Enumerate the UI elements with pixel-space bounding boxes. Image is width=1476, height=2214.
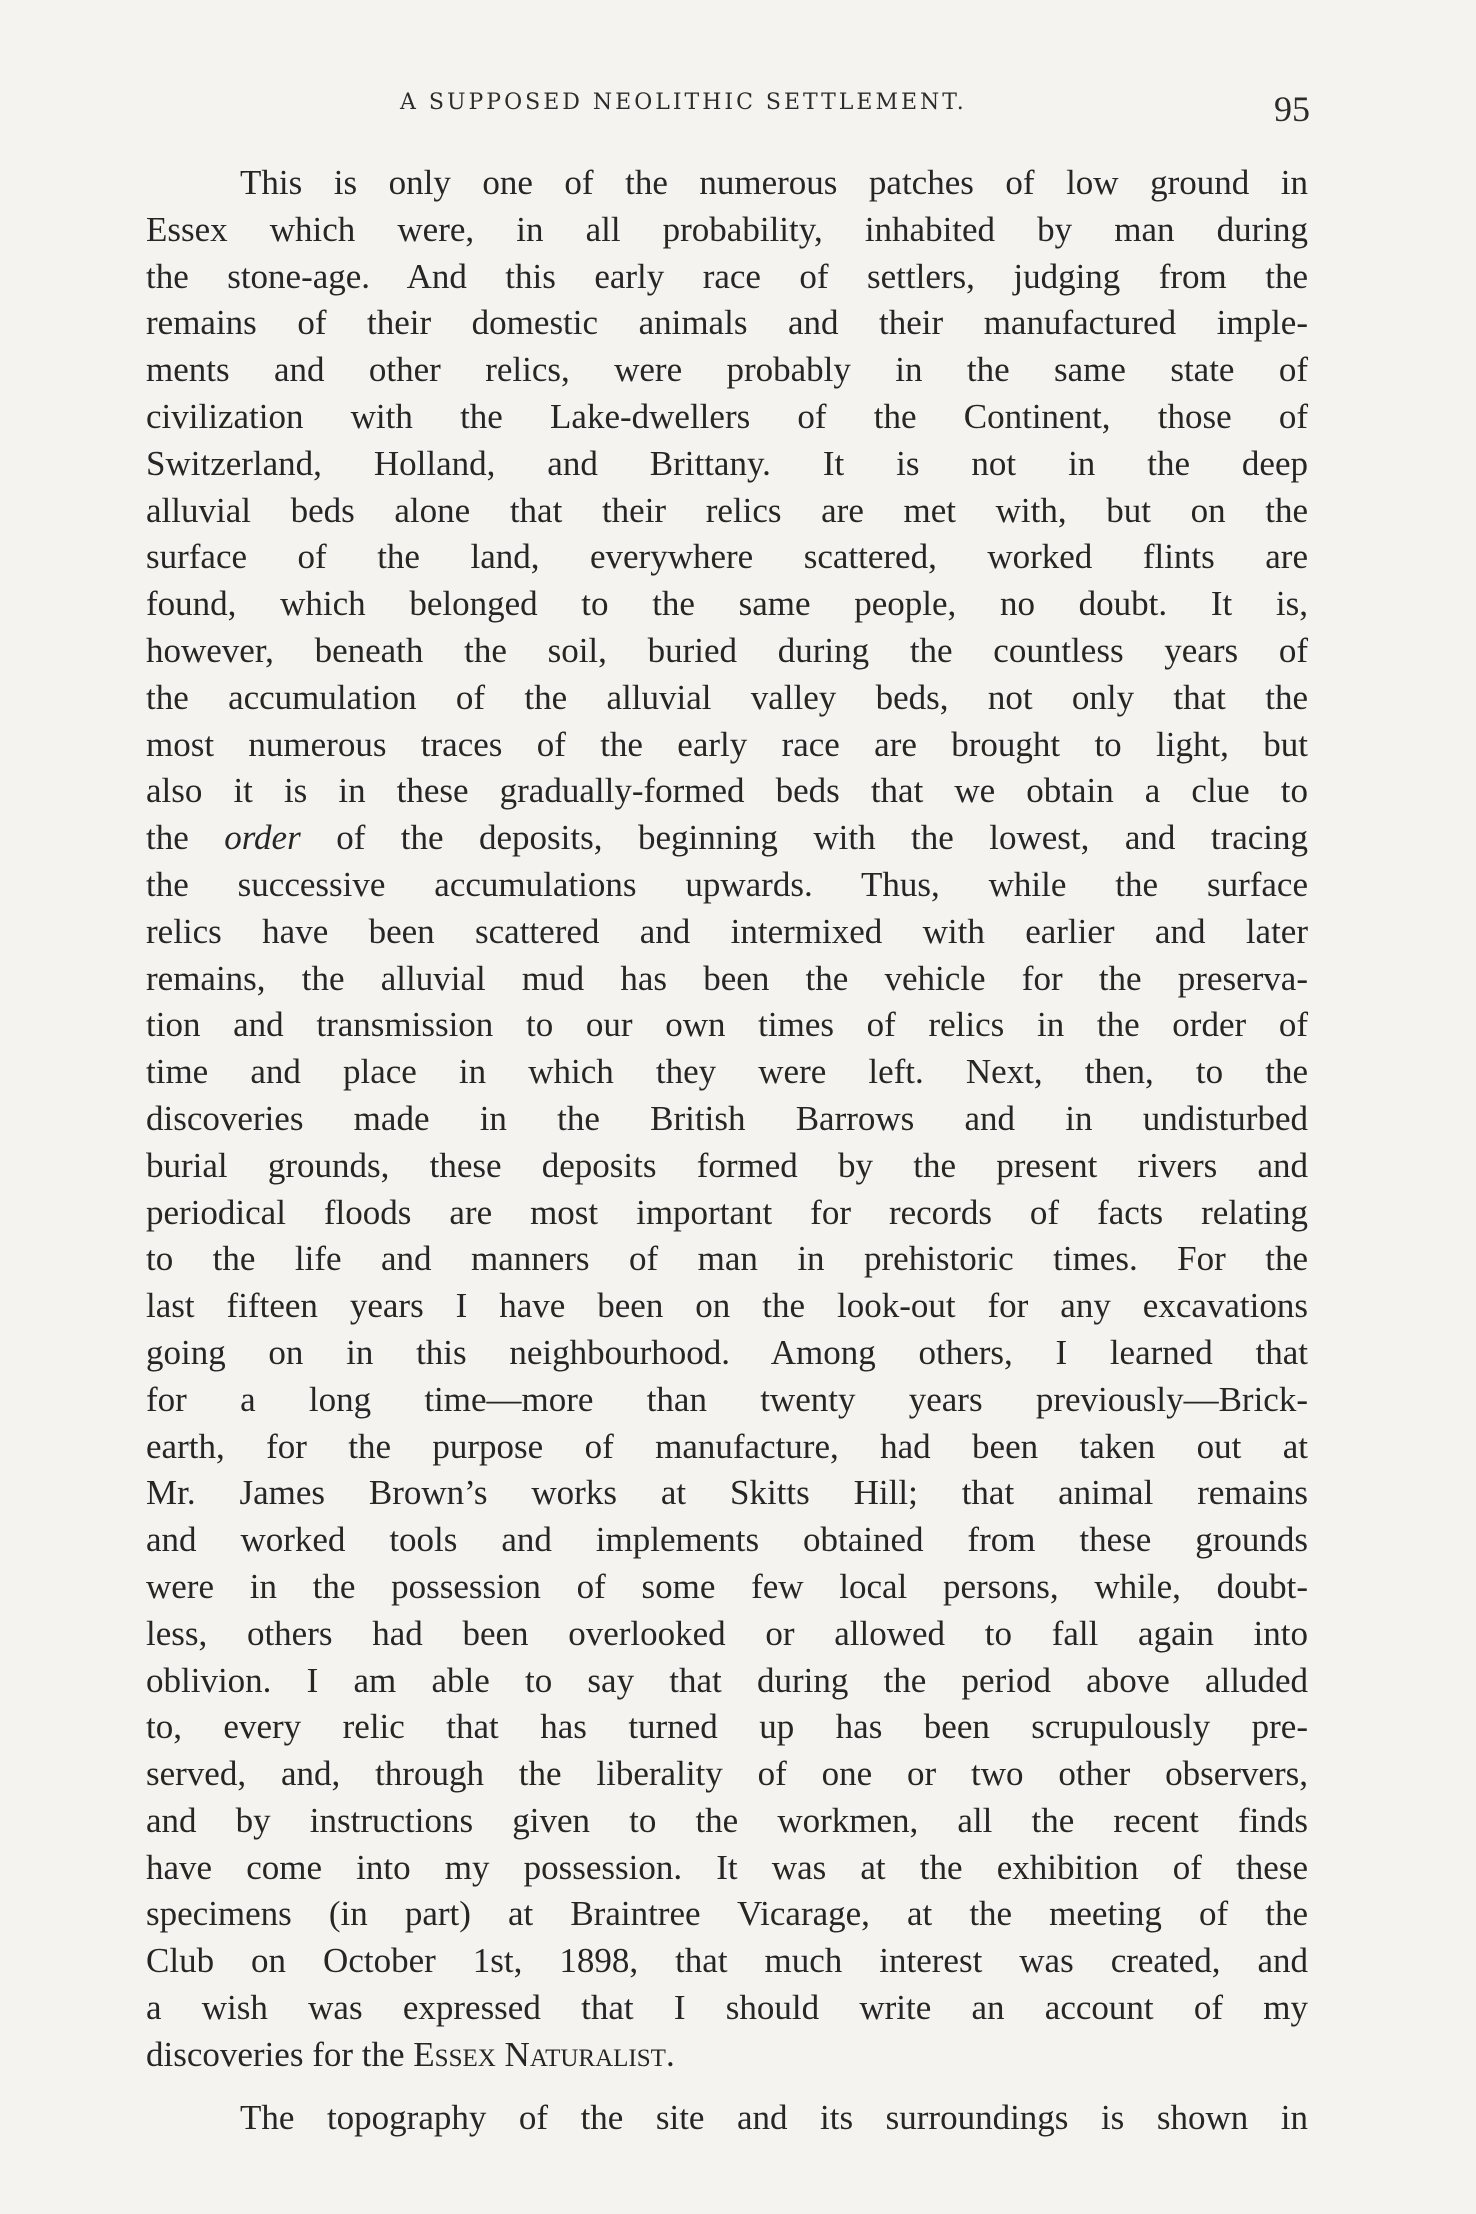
text-line: the stone-age. And this early race of settlers, judging from the — [146, 256, 1308, 296]
text-line: going on in this neighbourhood. Among others, I learned that — [146, 1332, 1308, 1372]
text-line: discoveries made in the British Barrows and in undisturbed — [146, 1098, 1308, 1138]
text-line: Switzerland, Holland, and Brittany. It is not in the deep — [146, 443, 1308, 483]
text-run: discoveries for the — [146, 2034, 405, 2074]
text-run: . — [665, 2034, 675, 2074]
text-line: a wish was expressed that I should write an account of my — [146, 1988, 1308, 2028]
italic-word: order — [224, 818, 301, 858]
paragraph-1 — [146, 160, 1308, 2079]
paragraph-2 — [146, 2095, 1308, 2142]
text-line: found, which belonged to the same people, no doubt. It is, — [146, 584, 1308, 624]
text-line: to the life and manners of man in prehistoric times. For the — [146, 1239, 1308, 1279]
text-line: time and place in which they were left. Next, then, to the — [146, 1052, 1308, 1092]
text-line: and by instructions given to the workmen, all the recent finds — [146, 1800, 1308, 1840]
text-line: ments and other relics, were probably in the same state of — [146, 350, 1308, 390]
text-line: remains of their domestic animals and their manufactured imple- — [146, 303, 1308, 343]
text-line: specimens (in part) at Braintree Vicarage, at the meeting of the — [146, 1894, 1308, 1934]
page-number: 95 — [1274, 89, 1310, 129]
text-line: were in the possession of some few local persons, while, doubt- — [146, 1566, 1308, 1606]
text-line: also it is in these gradually-formed beds that we obtain a clue to — [146, 771, 1308, 811]
text-line — [146, 2032, 1308, 2079]
text-line: This is only one of the numerous patches of low ground in — [240, 163, 1308, 202]
text-run: the — [146, 818, 189, 858]
text-line: Mr. James Brown’s works at Skitts Hill; that animal remains — [146, 1473, 1308, 1513]
text-line: periodical floods are most important for records of facts relating — [146, 1192, 1308, 1232]
text-line: civilization with the Lake-dwellers of the Continent, those of — [146, 396, 1308, 436]
text-line: alluvial beds alone that their relics are met with, but on the — [146, 490, 1308, 530]
text-line: and worked tools and implements obtained from these grounds — [146, 1520, 1308, 1560]
text-line — [146, 815, 1308, 862]
text-line: for a long time—more than twenty years previously—Brick- — [146, 1379, 1308, 1419]
text-run: of the deposits, beginning with the lowest, and tracing — [336, 818, 1309, 858]
text-line: Essex which were, in all probability, inhabited by man during — [146, 209, 1308, 249]
text-line: the successive accumulations upwards. Thus, while the surface — [146, 864, 1308, 904]
text-line: tion and transmission to our own times of relics in the order of — [146, 1005, 1308, 1045]
journal-title: Essex Naturalist — [413, 2034, 666, 2074]
text-line: however, beneath the soil, buried during the countless years of — [146, 630, 1308, 670]
text-line: The topography of the site and its surroundings is shown in — [240, 2098, 1308, 2137]
text-line: oblivion. I am able to say that during the period above alluded — [146, 1660, 1308, 1700]
text-line: less, others had been overlooked or allowed to fall again into — [146, 1613, 1308, 1653]
text-line: the accumulation of the alluvial valley beds, not only that the — [146, 677, 1308, 717]
text-line: have come into my possession. It was at the exhibition of these — [146, 1847, 1308, 1887]
text-line: earth, for the purpose of manufacture, had been taken out at — [146, 1426, 1308, 1466]
text-line: surface of the land, everywhere scattered, worked flints are — [146, 537, 1308, 577]
running-title: A SUPPOSED NEOLITHIC SETTLEMENT. — [400, 90, 967, 115]
text-line: last fifteen years I have been on the look-out for any excavations — [146, 1286, 1308, 1326]
text-line: remains, the alluvial mud has been the vehicle for the preserva- — [146, 958, 1308, 998]
text-line: most numerous traces of the early race are brought to light, but — [146, 724, 1308, 764]
text-line: relics have been scattered and intermixed with earlier and later — [146, 911, 1308, 951]
text-line: served, and, through the liberality of one or two other observers, — [146, 1754, 1308, 1794]
text-line: to, every relic that has turned up has been scrupulously pre- — [146, 1707, 1308, 1747]
text-line: burial grounds, these deposits formed by the present rivers and — [146, 1145, 1308, 1185]
text-line: Club on October 1st, 1898, that much interest was created, and — [146, 1941, 1308, 1981]
